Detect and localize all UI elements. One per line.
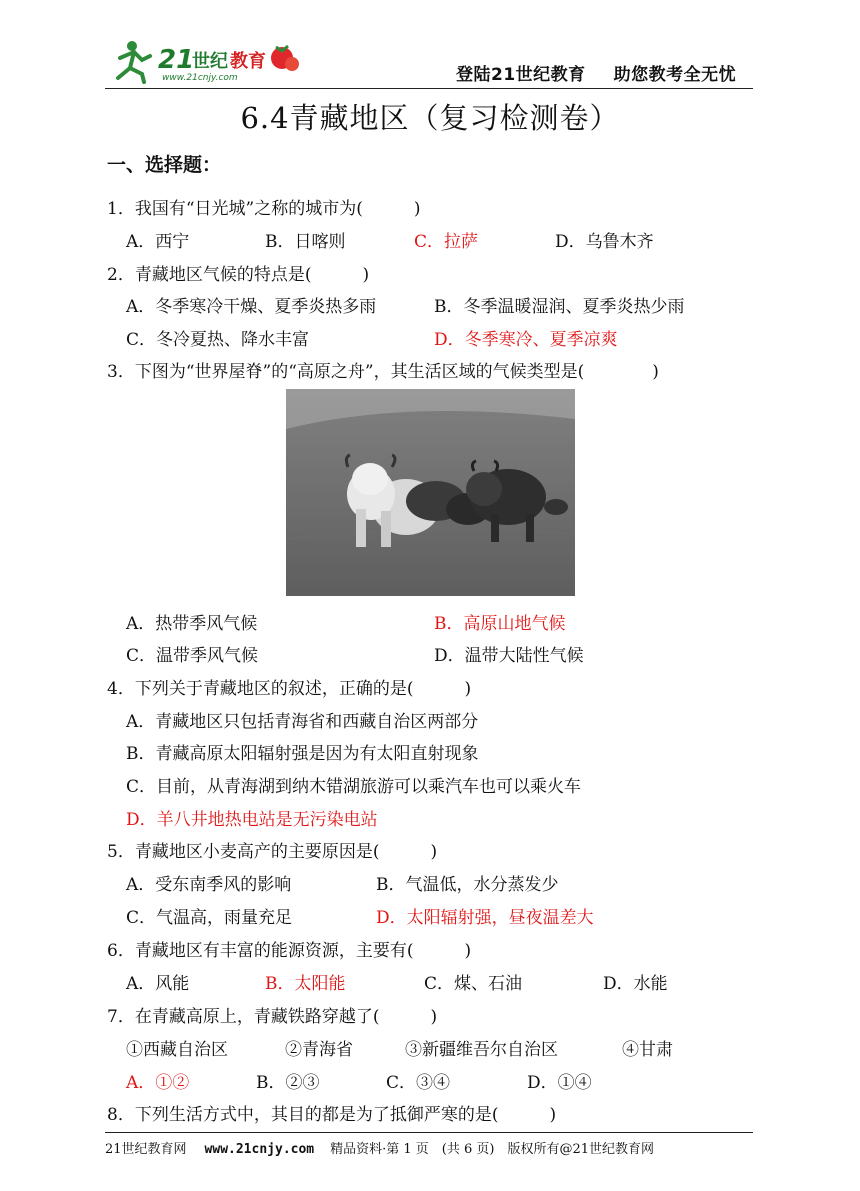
q1-option-b: B．日喀则 — [265, 232, 346, 252]
q7-option-c: C．③④ — [386, 1073, 451, 1093]
question-5: 5．青藏地区小麦高产的主要原因是( ) — [107, 842, 438, 862]
svg-text:教育: 教育 — [230, 51, 266, 72]
q5-option-d-answer: D．太阳辐射强，昼夜温差大 — [376, 908, 594, 928]
footer-divider — [105, 1132, 753, 1133]
footer-site: 21世纪教育网 — [105, 1142, 187, 1157]
q4-option-d-answer: D．羊八井地热电站是无污染电站 — [126, 810, 378, 830]
q1-option-a: A．西宁 — [126, 232, 190, 252]
section-heading: 一、选择题： — [107, 154, 222, 176]
logo-url: www.21cnjy.com — [162, 73, 238, 83]
q5-option-b: B．气温低，水分蒸发少 — [376, 875, 559, 895]
tomato-icon — [271, 46, 299, 71]
q3-option-c: C．温带季风气候 — [126, 646, 259, 666]
question-3: 3．下图为“世界屋脊”的“高原之舟”，其生活区域的气候类型是( ) — [107, 362, 659, 382]
q4-option-a: A．青藏地区只包括青海省和西藏自治区两部分 — [126, 712, 479, 732]
page-title: 6.4青藏地区（复习检测卷） — [240, 101, 620, 135]
question-4: 4．下列关于青藏地区的叙述，正确的是( ) — [107, 679, 472, 699]
q7-item-3: ③新疆维吾尔自治区 — [405, 1040, 558, 1060]
q4-option-c: C．目前，从青海湖到纳木错湖旅游可以乘汽车也可以乘火车 — [126, 777, 582, 797]
q5-option-c: C．气温高，雨量充足 — [126, 908, 293, 928]
slogan-left: 登陆21世纪教育 — [456, 65, 586, 85]
q6-option-a: A．风能 — [126, 974, 190, 994]
question-6: 6．青藏地区有丰富的能源资源，主要有( ) — [107, 941, 472, 961]
q2-option-a: A．冬季寒冷干燥、夏季炎热多雨 — [126, 297, 377, 317]
slogan-right: 助您教考全无忧 — [613, 65, 737, 85]
question-7: 7．在青藏高原上，青藏铁路穿越了( ) — [107, 1007, 438, 1027]
q5-option-a: A．受东南季风的影响 — [126, 875, 292, 895]
runner-icon — [118, 41, 150, 82]
q7-item-1: ①西藏自治区 — [126, 1040, 228, 1060]
q1-option-d: D．乌鲁木齐 — [555, 232, 654, 252]
q7-option-d: D．①④ — [527, 1073, 592, 1093]
footer-info: 精品资料·第 1 页 (共 6 页) 版权所有@21世纪教育网 — [330, 1142, 655, 1157]
header-slogan — [456, 60, 736, 85]
svg-text:21: 21 — [158, 45, 195, 75]
footer-url[interactable]: www.21cnjy.com — [204, 1142, 315, 1157]
q7-item-4: ④甘肃 — [622, 1040, 673, 1060]
question-2: 2．青藏地区气候的特点是( ) — [107, 265, 370, 285]
svg-text:世纪: 世纪 — [192, 51, 228, 72]
q3-option-b-answer: B．高原山地气候 — [434, 614, 566, 634]
q6-option-c: C．煤、石油 — [424, 974, 523, 994]
q6-option-d: D．水能 — [603, 974, 668, 994]
q7-option-a-answer: A．①② — [126, 1073, 190, 1093]
q6-option-b-answer: B．太阳能 — [265, 974, 346, 994]
q1-option-c-answer: C．拉萨 — [414, 232, 479, 252]
header-divider — [105, 88, 753, 89]
q2-option-b: B．冬季温暖湿润、夏季炎热少雨 — [434, 297, 685, 317]
q4-option-b: B．青藏高原太阳辐射强是因为有太阳直射现象 — [126, 744, 479, 764]
q2-option-d-answer: D．冬季寒冷、夏季凉爽 — [434, 330, 618, 350]
footer — [105, 1138, 654, 1157]
q2-option-c: C．冬冷夏热、降水丰富 — [126, 330, 310, 350]
q7-item-2: ②青海省 — [285, 1040, 353, 1060]
question-1: 1．我国有“日光城”之称的城市为( ) — [107, 199, 421, 219]
yak-photo — [286, 389, 575, 596]
site-logo — [112, 38, 302, 84]
question-8: 8．下列生活方式中，其目的都是为了抵御严寒的是( ) — [107, 1105, 557, 1125]
q7-option-b: B．②③ — [256, 1073, 320, 1093]
q3-option-d: D．温带大陆性气候 — [434, 646, 584, 666]
q3-option-a: A．热带季风气候 — [126, 614, 258, 634]
